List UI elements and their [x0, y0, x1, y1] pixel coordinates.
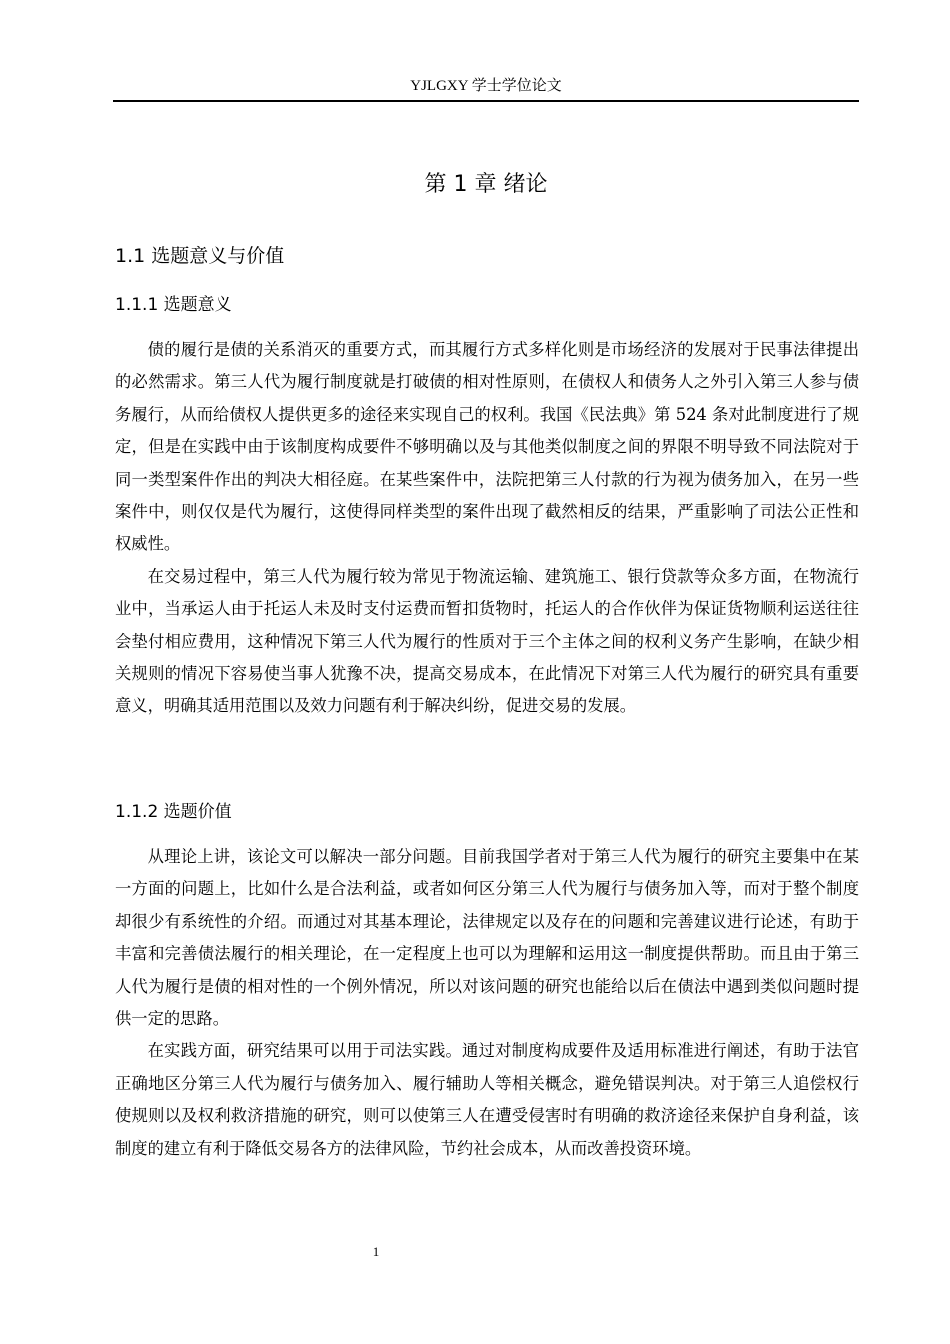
subsection-title-significance: 1.1.1 选题意义 [115, 295, 232, 315]
chapter-title: 第 1 章 绪论 [424, 172, 548, 197]
paragraph: 债的履行是债的关系消灭的重要方式，而其履行方式多样化则是市场经济的发展对于民事法律提出的必然需求。第三人代为履行制度就是打破债的相对性原则，在债权人和债务人之外引入第三人参与债务履行，从而给债权人提供更多的途径来实现自己的权利。我国《民法典》第 524 条对此制度进行了规定，但是在实践中由于该制度构成要件不够明确以及与其他类似制度之间的界限不明导致不同法院对于同一类型案件作出的判决大相径庭。在某些案件中，法院把第三人付款的行为视为债务加入，在另一些案件中，则仅仅是代为履行，这使得同样类型的案件出现了截然相反的结果，严重影响了司法公正性和权威性。 [115, 340, 859, 554]
page-number: 1 [372, 1244, 380, 1259]
paragraph: 在实践方面，研究结果可以用于司法实践。通过对制度构成要件及适用标准进行阐述，有助于法官正确地区分第三人代为履行与债务加入、履行辅助人等相关概念，避免错误判决。对于第三人追偿权行使规则以及权利救济措施的研究，则可以使第三人在遭受侵害时有明确的救济途径来保护自身利益，该制度的建立有利于降低交易各方的法律风险，节约社会成本，从而改善投资环境。 [115, 1041, 859, 1158]
running-header: YJLGXY 学士学位论文 [410, 78, 562, 94]
paragraph: 在交易过程中，第三人代为履行较为常见于物流运输、建筑施工、银行贷款等众多方面，在物流行业中，当承运人由于托运人未及时支付运费而暂扣货物时，托运人的合作伙伴为保证货物顺利运送往往会垫付相应费用，这种情况下第三人代为履行的性质对于三个主体之间的权利义务产生影响，在缺少相关规则的情况下容易使当事人犹豫不决，提高交易成本，在此情况下对第三人代为履行的研究具有重要意义，明确其适用范围以及效力问题有利于解决纠纷，促进交易的发展。 [115, 566, 859, 716]
subsection-title-value: 1.1.2 选题价值 [115, 802, 232, 822]
significance-body [115, 334, 859, 723]
section-title: 1.1 选题意义与价值 [115, 245, 285, 267]
header-rule [113, 100, 859, 102]
paragraph: 从理论上讲，该论文可以解决一部分问题。目前我国学者对于第三人代为履行的研究主要集中在某一方面的问题上，比如什么是合法利益，或者如何区分第三人代为履行与债务加入等，而对于整个制度却很少有系统性的介绍。而通过对其基本理论，法律规定以及存在的问题和完善建议进行论述，有助于丰富和完善债法履行的相关理论，在一定程度上也可以为理解和运用这一制度提供帮助。而且由于第三人代为履行是债的相对性的一个例外情况，所以对该问题的研究也能给以后在债法中遇到类似问题时提供一定的思路。 [115, 847, 859, 1029]
value-body [115, 841, 859, 1165]
